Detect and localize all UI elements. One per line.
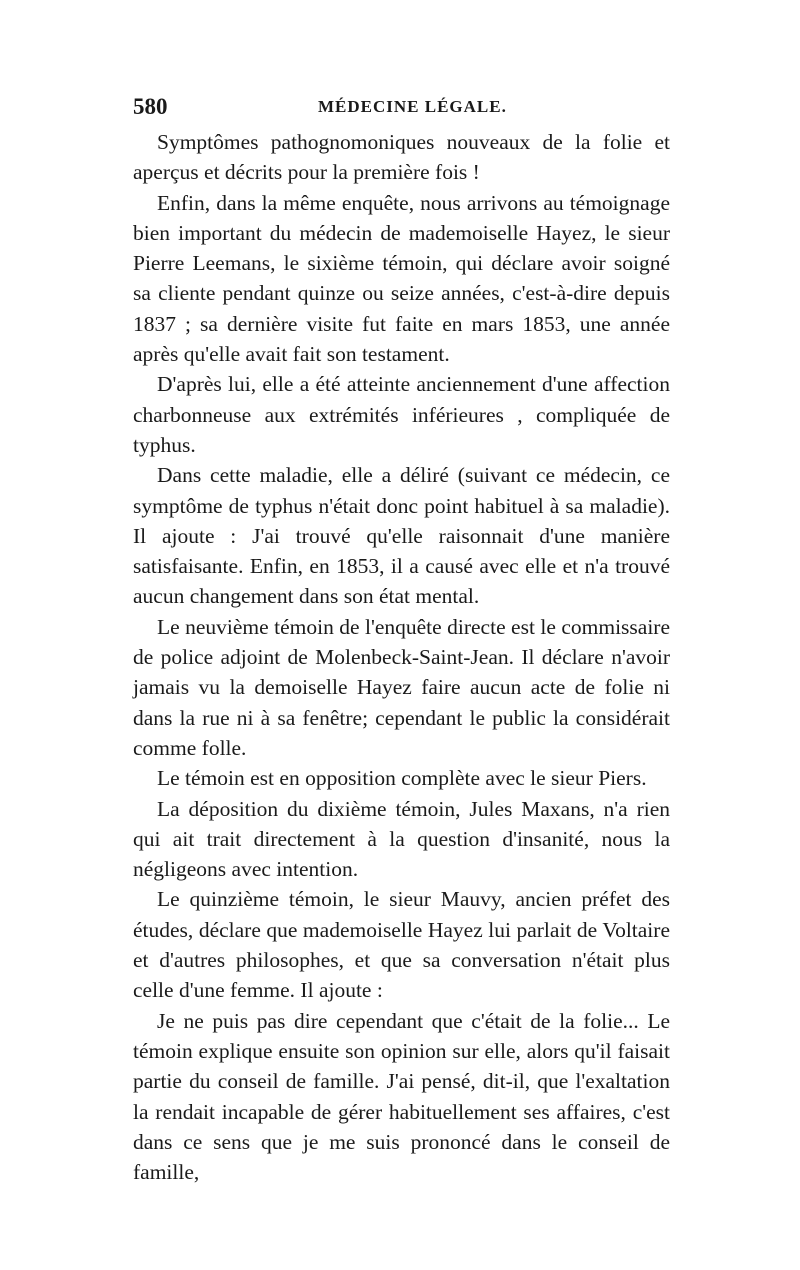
running-title: MÉDECINE LÉGALE. [318, 97, 507, 116]
paragraph: Je ne puis pas dire cependant que c'était de la folie... Le témoin explique ensuite son opinion sur elle, alors qu'il faisait partie du conseil de famille. J'ai pensé, dit-il, que l'exaltation la rendait incapable de gérer habituellement ses affaires, c'est dans ce sens que je me suis prononcé dans le conseil de famille, [133, 1008, 670, 1185]
paragraph: Le quinzième témoin, le sieur Mauvy, ancien préfet des études, déclare que mademoiselle Hayez lui parlait de Voltaire et d'autres philosophes, et que sa conversation n'était plus celle d'une femme. Il ajoute : [133, 887, 670, 1003]
paragraph: La déposition du dixième témoin, Jules Maxans, n'a rien qui ait trait directement à la question d'insanité, nous la négligeons avec intention. [133, 796, 670, 882]
paragraph: D'après lui, elle a été atteinte anciennement d'une affection charbonneuse aux extrémités inférieures , compliquée de typhus. [133, 372, 670, 457]
page-number: 580 [133, 94, 168, 119]
paragraph: Symptômes pathognomoniques nouveaux de la folie et aperçus et décrits pour la première fois ! [133, 130, 670, 185]
paragraph: Dans cette maladie, elle a déliré (suivant ce médecin, ce symptôme de typhus n'était donc point habituel à sa maladie). Il ajoute : J'ai trouvé qu'elle raisonnait d'une manière satisfaisante. Enfin, en 1853, il a causé avec elle et n'a trouvé aucun changement dans son état mental. [133, 463, 670, 609]
paragraph: Le neuvième témoin de l'enquête directe est le commissaire de police adjoint de Molenbeck-Saint-Jean. Il déclare n'avoir jamais vu la demoiselle Hayez faire aucun acte de folie ni dans la rue ni à sa fenêtre; cependant le public la considérait comme folle. [133, 614, 670, 760]
paragraph: Le témoin est en opposition complète avec le sieur Piers. [157, 766, 647, 791]
running-head [133, 92, 668, 122]
body-text [133, 127, 670, 1187]
paragraph: Enfin, dans la même enquête, nous arrivons au témoignage bien important du médecin de mademoiselle Hayez, le sieur Pierre Leemans, le sixième témoin, qui déclare avoir soigné sa cliente pendant quinze ou seize années, c'est-à-dire depuis 1837 ; sa dernière visite fut faite en mars 1853, une année après qu'elle avait fait son testament. [133, 190, 670, 367]
